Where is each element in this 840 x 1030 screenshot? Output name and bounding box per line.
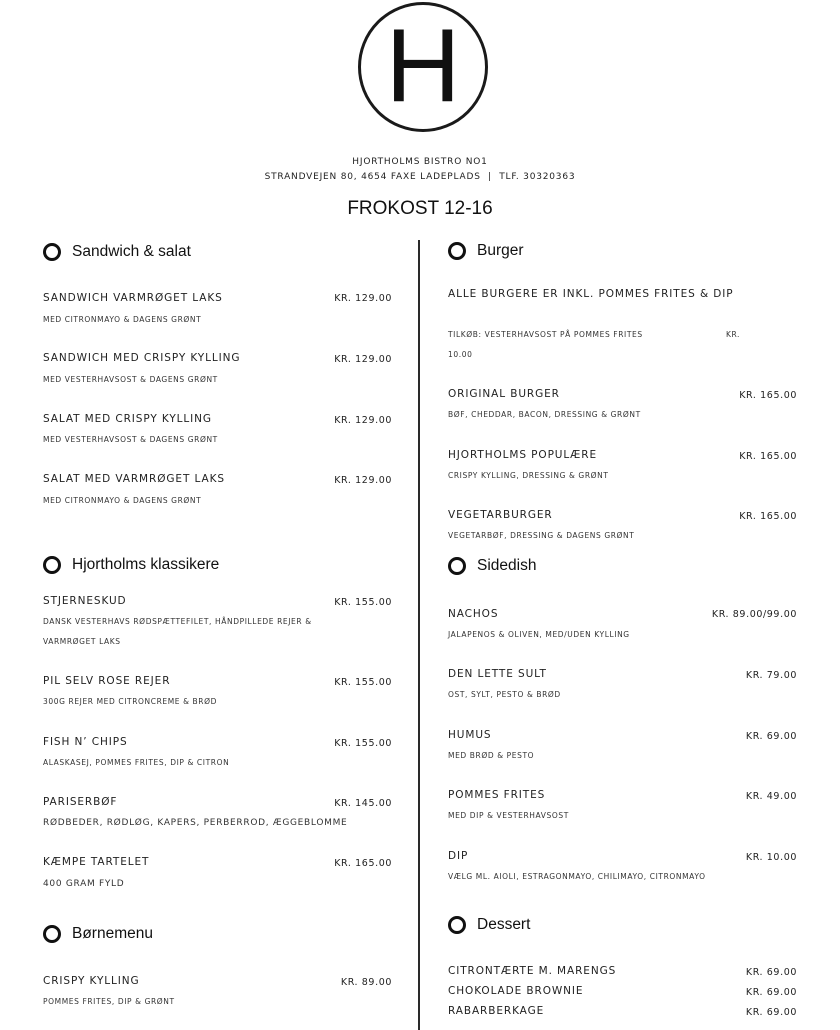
menu-item-desc: OST, SYLT, PESTO & BRØD xyxy=(448,690,561,699)
menu-item-name: CRISPY KYLLING xyxy=(43,975,140,987)
menu-item-price: KR. 49.00 xyxy=(745,791,797,802)
menu-item-name: HUMUS xyxy=(448,729,492,741)
menu-item-desc: CRISPY KYLLING, DRESSING & GRØNT xyxy=(448,471,609,480)
restaurant-name: HJORTHOLMS BISTRO NO1 xyxy=(352,157,488,167)
menu-item-name: CHOKOLADE BROWNIE xyxy=(448,985,584,997)
tilkob-note xyxy=(448,325,740,365)
section-title: Børnemenu xyxy=(72,925,153,942)
menu-item-desc: MED VESTERHAVSOST & DAGENS GRØNT xyxy=(43,435,218,444)
menu-item-desc: MED CITRONMAYO & DAGENS GRØNT xyxy=(43,496,202,505)
menu-item-name: CITRONTÆRTE M. MARENGS xyxy=(448,965,617,977)
tilkob-text: TILKØB: VESTERHAVSOST PÅ POMMES FRITES xyxy=(448,330,643,339)
menu-item-name: DEN LETTE SULT xyxy=(448,668,547,680)
restaurant-address: STRANDVEJEN 80, 4654 FAXE LADEPLADS | TLF. 30320363 xyxy=(264,172,576,182)
menu-item-desc: ALASKASEJ, POMMES FRITES, DIP & CITRON xyxy=(43,758,230,767)
menu-item-desc: MED DIP & VESTERHAVSOST xyxy=(448,811,569,820)
menu-item-price: KR. 155.00 xyxy=(334,677,392,688)
menu-item-desc: RØDBEDER, RØDLØG, KAPERS, PERBERROD, ÆGGEBLOMME xyxy=(43,818,348,828)
section-klassikere xyxy=(43,556,219,574)
circle-icon xyxy=(43,556,61,574)
menu-item-name: SANDWICH VARMRØGET LAKS xyxy=(43,292,223,304)
menu-item-desc: JALAPENOS & OLIVEN, MED/UDEN KYLLING xyxy=(448,630,630,639)
menu-item-price: KR. 89.00 xyxy=(340,977,392,988)
tilkob-price-label: KR. xyxy=(725,330,740,339)
menu-item-name: FISH N’ CHIPS xyxy=(43,736,128,748)
menu-item-desc: MED VESTERHAVSOST & DAGENS GRØNT xyxy=(43,375,218,384)
section-title: Hjortholms klassikere xyxy=(72,556,220,573)
menu-item-name: ORIGINAL BURGER xyxy=(448,388,560,400)
menu-item-price: KR. 129.00 xyxy=(334,354,392,365)
menu-item-name: POMMES FRITES xyxy=(448,789,546,801)
menu-item-name: NACHOS xyxy=(448,608,499,620)
menu-item-price: KR. 69.00 xyxy=(745,987,797,998)
menu-item-price: KR. 145.00 xyxy=(334,798,392,809)
menu-item-price: KR. 165.00 xyxy=(739,451,797,462)
menu-item-price: KR. 69.00 xyxy=(745,1007,797,1018)
menu-item-name: PIL SELV ROSE REJER xyxy=(43,675,171,687)
section-title: Sandwich & salat xyxy=(72,243,191,260)
menu-item-name: STJERNESKUD xyxy=(43,595,127,607)
menu-item-price: KR. 129.00 xyxy=(334,415,392,426)
menu-item-name: PARISERBØF xyxy=(43,796,118,808)
menu-item-price: KR. 155.00 xyxy=(334,597,392,608)
section-title: Sidedish xyxy=(477,557,537,574)
bistro-logo xyxy=(358,2,488,132)
page-title: FROKOST 12-16 xyxy=(347,198,493,219)
menu-item-name: SANDWICH MED CRISPY KYLLING xyxy=(43,352,241,364)
menu-item-price: KR. 79.00 xyxy=(745,670,797,681)
section-title: Burger xyxy=(477,242,524,259)
circle-icon xyxy=(43,243,61,261)
menu-item-name: KÆMPE TARTELET xyxy=(43,856,150,868)
menu-item-name: RABARBERKAGE xyxy=(448,1005,545,1017)
menu-item-price: KR. 129.00 xyxy=(334,475,392,486)
section-title: Dessert xyxy=(477,916,531,933)
menu-item-price: KR. 165.00 xyxy=(334,858,392,869)
menu-item-price: KR. 129.00 xyxy=(334,293,392,304)
menu-item-desc: VÆLG ML. AIOLI, ESTRAGONMAYO, CHILIMAYO, CITRONMAYO xyxy=(448,872,706,881)
menu-item-name: SALAT MED VARMRØGET LAKS xyxy=(43,473,225,485)
menu-item-price: KR. 89.00/99.00 xyxy=(711,609,797,620)
menu-item-desc: POMMES FRITES, DIP & GRØNT xyxy=(43,997,175,1006)
section-sidedish xyxy=(448,557,536,575)
circle-icon xyxy=(448,557,466,575)
menu-item-price: KR. 69.00 xyxy=(745,967,797,978)
menu-item-price: KR. 10.00 xyxy=(745,852,797,863)
menu-item-name: VEGETARBURGER xyxy=(448,509,553,521)
menu-item-desc: 300G REJER MED CITRONCREME & BRØD xyxy=(43,697,217,706)
menu-item-price: KR. 165.00 xyxy=(739,390,797,401)
menu-item-desc: BØF, CHEDDAR, BACON, DRESSING & GRØNT xyxy=(448,410,641,419)
circle-icon xyxy=(448,916,466,934)
circle-icon xyxy=(448,242,466,260)
menu-item-name: DIP xyxy=(448,850,469,862)
menu-item-price: KR. 69.00 xyxy=(745,731,797,742)
section-bornemenu xyxy=(43,925,153,943)
menu-item-desc: DANSK VESTERHAVS RØDSPÆTTEFILET, HÅNDPILLEDE REJER & VARMRØGET LAKS xyxy=(43,617,312,646)
menu-item-price: KR. 165.00 xyxy=(739,511,797,522)
menu-item-desc: MED CITRONMAYO & DAGENS GRØNT xyxy=(43,315,202,324)
column-divider xyxy=(418,240,420,1030)
section-burger xyxy=(448,242,524,260)
menu-item-desc: MED BRØD & PESTO xyxy=(448,751,535,760)
section-sandwich-salat xyxy=(43,243,191,261)
section-dessert xyxy=(448,916,530,934)
menu-item-name: SALAT MED CRISPY KYLLING xyxy=(43,413,212,425)
menu-item-desc: VEGETARBØF, DRESSING & DAGENS GRØNT xyxy=(448,531,635,540)
circle-icon xyxy=(43,925,61,943)
burger-note: ALLE BURGERE ER INKL. POMMES FRITES & DIP xyxy=(448,288,734,300)
tilkob-price-value: 10.00 xyxy=(448,350,473,359)
logo-letter: H xyxy=(385,8,461,124)
menu-item-desc: 400 GRAM FYLD xyxy=(43,879,125,889)
menu-item-price: KR. 155.00 xyxy=(334,738,392,749)
menu-item-name: HJORTHOLMS POPULÆRE xyxy=(448,449,597,461)
